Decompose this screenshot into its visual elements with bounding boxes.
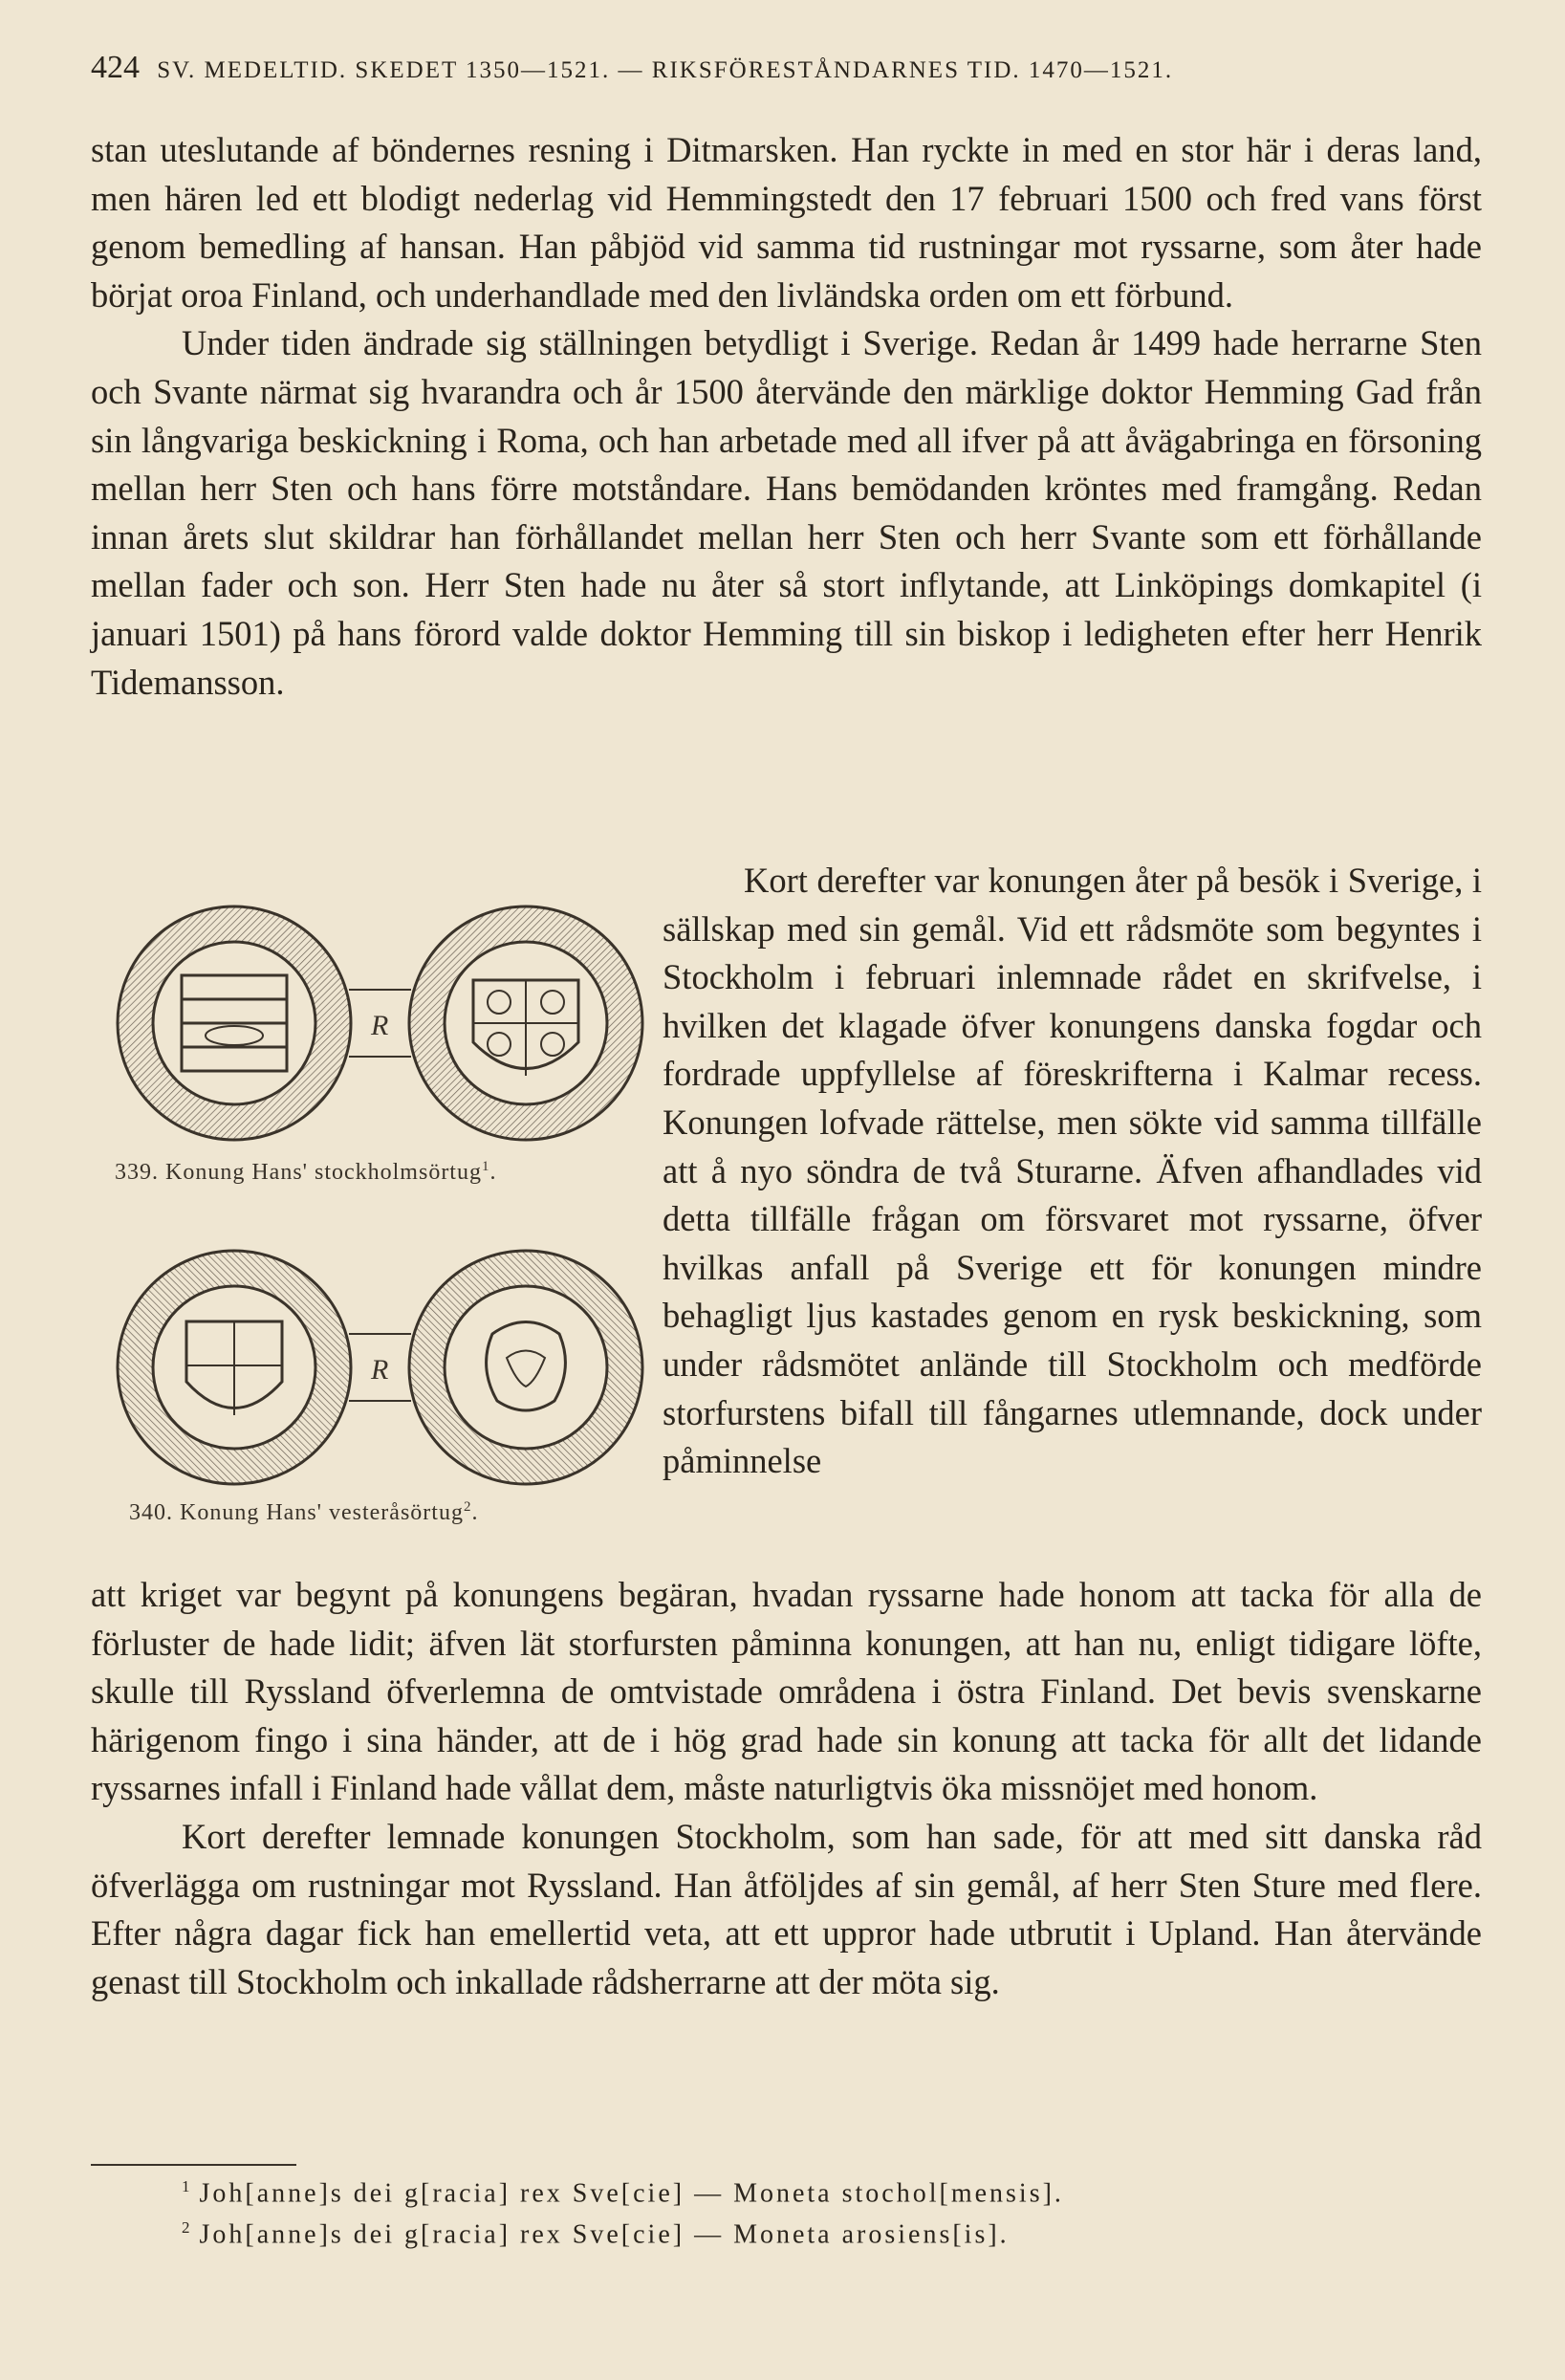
body-text-top bbox=[91, 126, 1482, 707]
mint-mark: R bbox=[371, 1354, 389, 1386]
footnote-text: Joh[anne]s dei g[racia] rex Sve[cie] — Moneta stochol[mensis]. bbox=[199, 2178, 1064, 2209]
figure-340 bbox=[115, 1243, 650, 1492]
footnote-ref: 2 bbox=[463, 1499, 472, 1515]
footnote-number: 2 bbox=[182, 2218, 190, 2237]
footnote bbox=[182, 2218, 1010, 2250]
mint-mark: R bbox=[371, 1010, 389, 1041]
figure-339 bbox=[115, 899, 650, 1147]
caption-text: 339. Konung Hans' stockholmsörtug bbox=[115, 1160, 482, 1185]
caption-text: 340. Konung Hans' vesteråsörtug bbox=[129, 1500, 464, 1525]
paragraph: stan uteslutande af böndernes resning i Ditmarsken. Han ryckte in med en stor här i deras land, men hären led ett blodigt nederlag vid Hemmingstedt den 17 februari 1500 och fred vans först genom bemedling af hansan. Han påbjöd vid samma tid rustningar mot ryssarne, som åter hade börjat oroa Finland, och underhandlade med den livländska orden om ett förbund. bbox=[91, 130, 1482, 315]
paragraph: Under tiden ändrade sig ställningen betydligt i Sverige. Redan år 1499 hade herrarne Sten och Svante närmat sig hvarandra och år 1500 återvände den märklige doktor Hemming Gad från sin långvariga beskickning i Roma, och han arbetade med all ifver på att åvägabringa en försoning mellan herr Sten och hans förre motståndare. Hans bemödanden kröntes med framgång. Redan innan årets slut skildrar han förhållandet mellan herr Sten och herr Svante som ett förhållande mellan fader och son. Herr Sten hade nu åter så stort inflytande, att Linköpings domkapitel (i januari 1501) på hans förord valde doktor Hemming till sin biskop i ledigheten efter herr Henrik Tidemansson. bbox=[91, 323, 1482, 702]
running-title: SV. MEDELTID. SKEDET 1350—1521. — RIKSFÖRESTÅNDARNES TID. 1470—1521. bbox=[157, 57, 1174, 83]
paragraph: Kort derefter var konungen åter på besök i Sverige, i sällskap med sin gemål. Vid ett rådsmöte som begyntes i Stockholm i februari inlemnade rådet en skrifvelse, i hvilken det klagade öfver konungens danska fogdar och fordrade uppfyllelse af föreskrifterna i Kalmar recess. Konungen lofvade rättelse, men sökte vid samma tillfälle att å nyo söndra de två Sturarne. Äfven afhandlades vid detta tillfälle frågan om försvaret mot ryssarne, öfver hvilkas anfall på Sverige ett för konungen mindre behagligt ljus kastades genom en rysk beskickning, som under rådsmötet anlände till Stockholm och medförde storfurstens bifall till fångarnes utlemnande, dock under påminnelse bbox=[663, 861, 1482, 1481]
coin-icon bbox=[115, 899, 650, 1147]
page-number: 424 bbox=[91, 50, 140, 85]
footnote-divider bbox=[91, 2164, 296, 2166]
footnote-text: Joh[anne]s dei g[racia] rex Sve[cie] — Moneta arosiens[is]. bbox=[199, 2219, 1010, 2250]
footnote-ref: 1 bbox=[481, 1159, 490, 1174]
paragraph: att kriget var begynt på konungens begäran, hvadan ryssarne hade honom att tacka för alla de förluster de hade lidit; äfven lät storfursten påminna konungen, att han nu, enligt tidigare löfte, skulle till Ryssland öfverlemna de omtvistade områdena i östra Finland. Det bevis svenskarne härigenom fingo i sina händer, att de i hög grad hade sin konung att tacka för allt det lidande ryssarnes infall i Finland hade vållat dem, måste naturligtvis öka missnöjet med honom. bbox=[91, 1575, 1482, 1808]
running-header bbox=[91, 50, 1525, 86]
figure-caption: 339. Konung Hans' stockholmsörtug$^1$. bbox=[115, 1159, 497, 1185]
body-text-wrap bbox=[663, 857, 1482, 1486]
footnote bbox=[182, 2177, 1064, 2209]
footnote-number: 1 bbox=[182, 2177, 190, 2195]
figure-caption: 340. Konung Hans' vesteråsörtug$^2$. bbox=[129, 1499, 479, 1525]
paragraph: Kort derefter lemnade konungen Stockholm, som han sade, för att med sitt danska råd öfverlägga om rustningar mot Ryssland. Han åtföljdes af sin gemål, af herr Sten Sture med flere. Efter några dagar fick han emellertid veta, att ett uppror hade utbrutit i Upland. Han återvände genast till Stockholm och inkallade rådsherrarne att der möta sig. bbox=[91, 1816, 1482, 2001]
coin-icon bbox=[115, 1243, 650, 1492]
body-text-bottom bbox=[91, 1571, 1482, 2006]
